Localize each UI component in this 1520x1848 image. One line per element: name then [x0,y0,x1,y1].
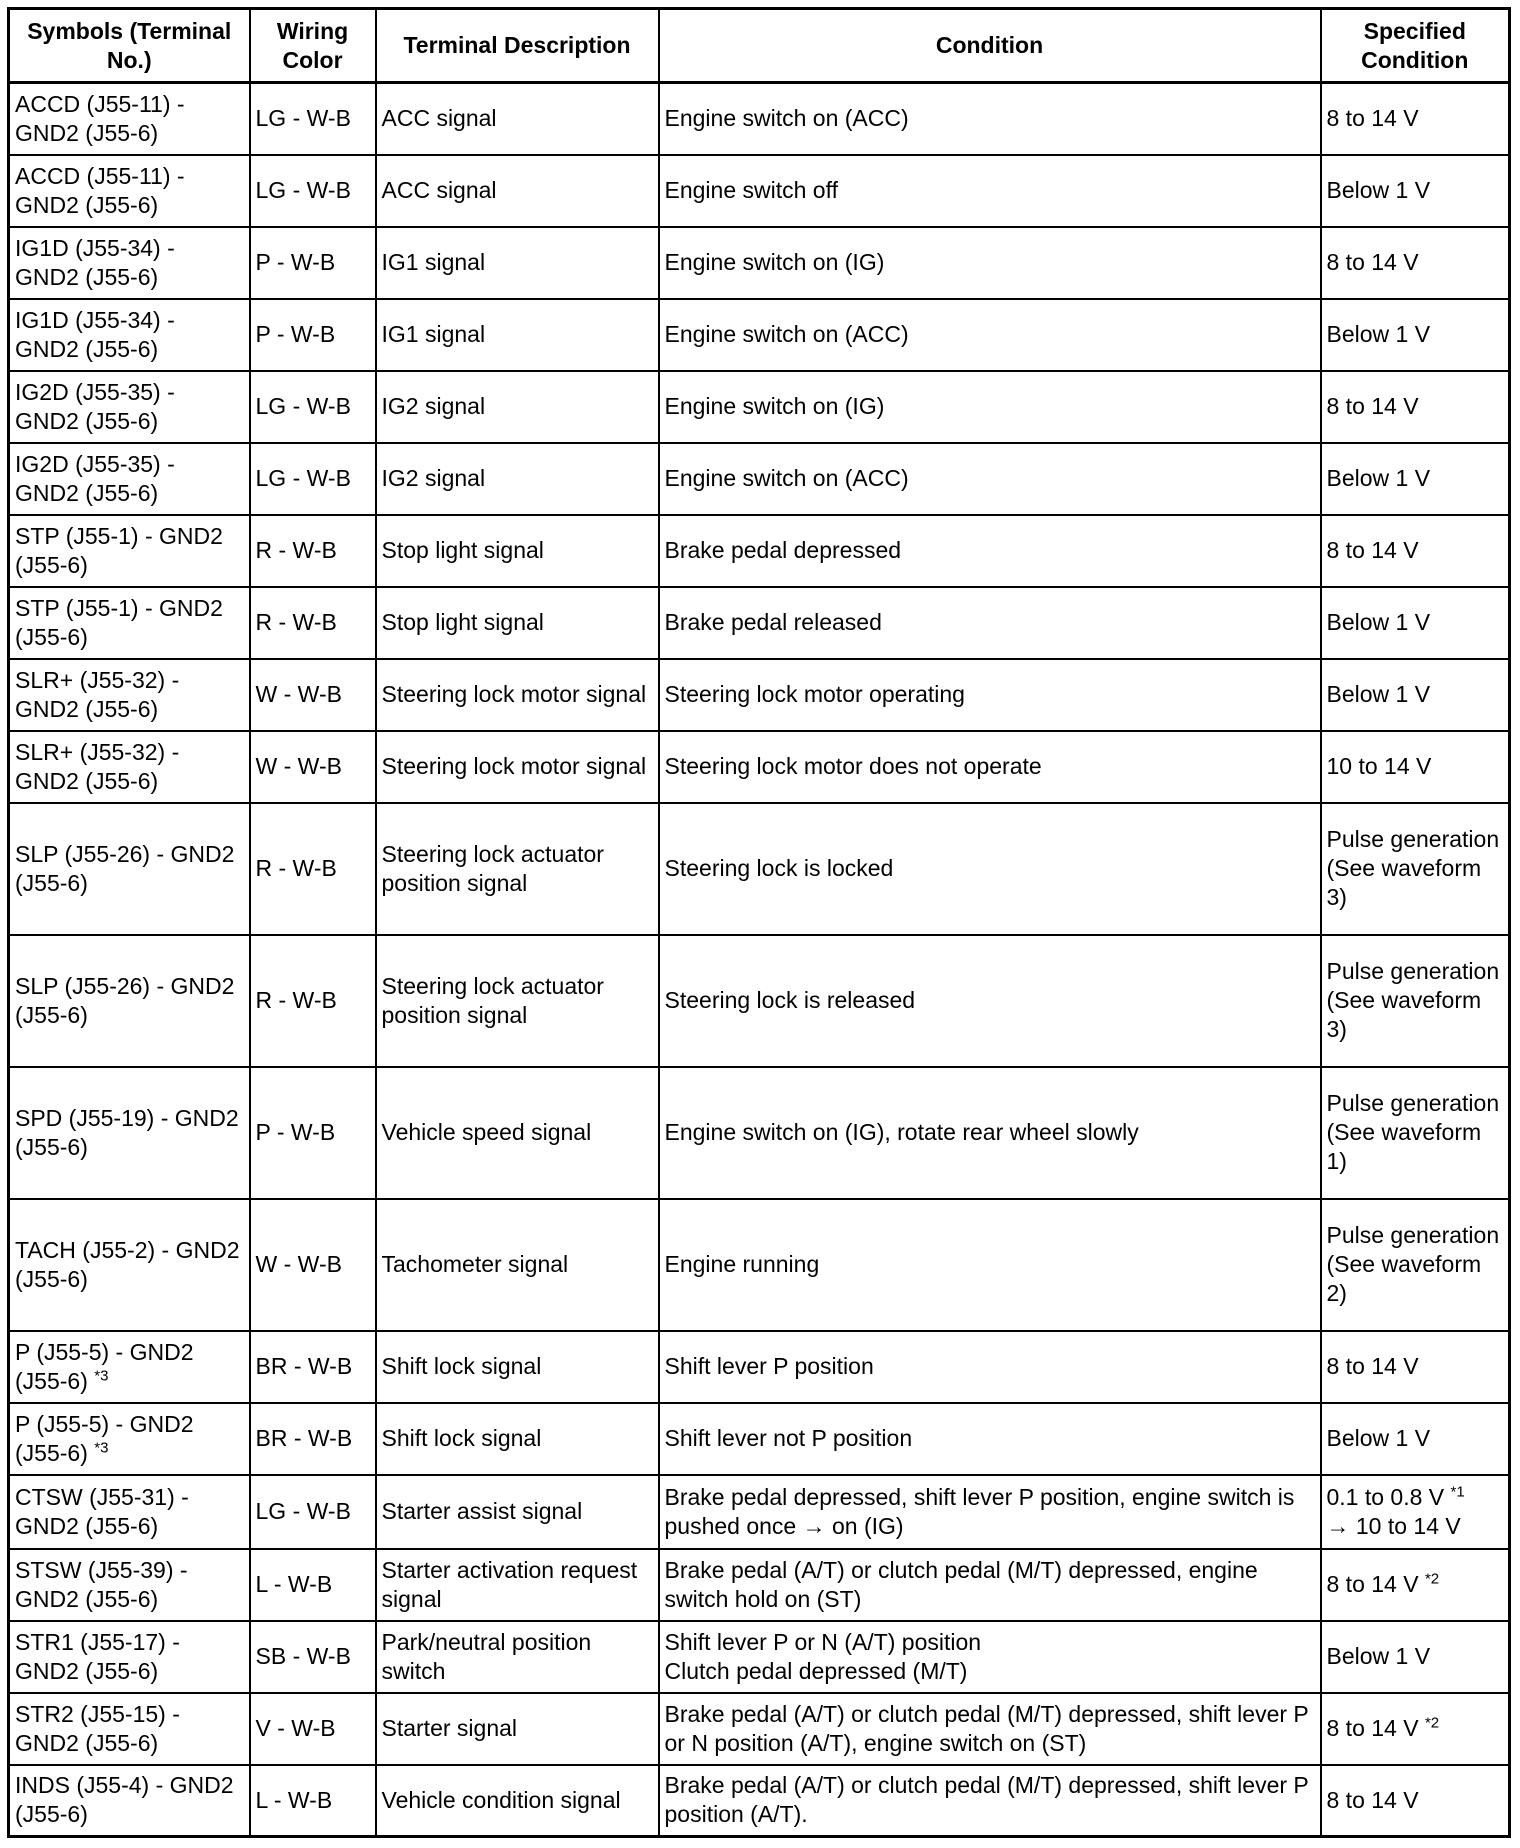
cell-specified-condition [1321,299,1510,371]
table-row [9,155,1510,227]
cell-wiring-color-text: LG - W-B [255,177,351,203]
table-row [9,299,1510,371]
cell-condition [659,1067,1321,1199]
cell-terminal-description-text: IG2 signal [381,393,486,419]
cell-symbol [9,935,250,1067]
cell-wiring-color [250,1621,376,1693]
cell-specified-condition [1321,443,1510,515]
table-row [9,371,1510,443]
cell-wiring-color [250,1549,376,1621]
cell-condition [659,803,1321,935]
cell-terminal-description [376,731,659,803]
cell-condition [659,1475,1321,1549]
cell-condition [659,1199,1321,1331]
cell-specified-condition-text: 8 to 14 V [1326,105,1419,132]
cell-condition-text: Engine running [664,1251,820,1277]
cell-condition [659,515,1321,587]
cell-wiring-color [250,227,376,299]
cell-terminal-description-text: ACC signal [381,177,497,203]
cell-specified-condition [1321,1693,1510,1765]
cell-wiring-color-text: W - W-B [255,753,342,779]
cell-terminal-description-text: Stop light signal [381,609,544,635]
cell-specified-condition [1321,1067,1510,1199]
cell-condition-text: Engine switch off [664,177,838,203]
cell-symbol [9,587,250,659]
cell-wiring-color [250,1693,376,1765]
cell-specified-condition-text: 8 to 14 V [1326,1715,1419,1741]
cell-symbol [9,1621,250,1693]
cell-specified-condition [1321,1199,1510,1331]
header-row [9,9,1510,83]
cell-condition-text: Engine switch on (ACC) [664,321,909,347]
cell-wiring-color-text: P - W-B [255,1119,336,1145]
footnote-marker: *2 [1424,1570,1440,1588]
cell-symbol [9,1693,250,1765]
cell-wiring-color [250,1199,376,1331]
cell-specified-condition-text: Below 1 V [1326,177,1431,203]
cell-terminal-description [376,155,659,227]
cell-terminal-description [376,83,659,155]
cell-wiring-color-text: SB - W-B [255,1643,351,1669]
cell-wiring-color [250,155,376,227]
cell-symbol [9,1403,250,1475]
cell-specified-condition-text: Below 1 V [1326,321,1431,347]
cell-specified-condition-text: Pulse generation (See waveform 1) [1326,1090,1500,1174]
cell-wiring-color-text: R - W-B [255,855,337,881]
cell-symbol-text: STR1 (J55-17) - GND2 (J55-6) [15,1628,180,1684]
cell-symbol-text: IG1D (J55-34) - GND2 (J55-6) [15,234,175,290]
table-row [9,83,1510,155]
table-row [9,1331,1510,1403]
cell-wiring-color-text: BR - W-B [255,1425,353,1451]
cell-symbol [9,1475,250,1549]
cell-terminal-description [376,443,659,515]
table-row [9,443,1510,515]
cell-symbol [9,299,250,371]
cell-wiring-color-text: LG - W-B [255,393,351,419]
cell-symbol [9,803,250,935]
table-row [9,1621,1510,1693]
cell-specified-condition-text: 8 to 14 V [1326,1571,1419,1597]
cell-symbol [9,227,250,299]
cell-condition-text: Engine switch on (ACC) [664,465,909,491]
cell-terminal-description [376,587,659,659]
cell-symbol [9,1199,250,1331]
cell-symbol-text: IG2D (J55-35) - GND2 (J55-6) [15,378,175,434]
cell-terminal-description-text: Steering lock actuator position signal [381,972,604,1028]
cell-symbol-text: INDS (J55-4) - GND2 (J55-6) [15,1772,234,1828]
table-body [9,83,1510,1837]
cell-terminal-description [376,371,659,443]
cell-wiring-color-text: R - W-B [255,537,337,563]
cell-symbol [9,1765,250,1837]
cell-specified-condition [1321,803,1510,935]
cell-terminal-description-text: ACC signal [381,105,497,132]
cell-wiring-color-text: R - W-B [255,987,337,1013]
cell-wiring-color-text: P - W-B [255,321,336,347]
cell-specified-condition [1321,659,1510,731]
cell-symbol [9,1331,250,1403]
cell-wiring-color-text: R - W-B [255,609,337,635]
cell-wiring-color [250,371,376,443]
cell-condition-text: Engine switch on (IG), rotate rear wheel slowly [664,1119,1139,1145]
cell-terminal-description [376,1693,659,1765]
cell-condition-text: Shift lever P position [664,1353,874,1379]
cell-symbol-text: SLP (J55-26) - GND2 (J55-6) [15,840,235,896]
cell-condition [659,731,1321,803]
cell-symbol-text: STP (J55-1) - GND2 (J55-6) [15,522,223,578]
cell-symbol [9,515,250,587]
cell-symbol-text: IG1D (J55-34) - GND2 (J55-6) [15,306,175,362]
cell-symbol-text: IG2D (J55-35) - GND2 (J55-6) [15,450,175,506]
cell-symbol [9,1549,250,1621]
cell-wiring-color-text: BR - W-B [255,1353,353,1379]
cell-terminal-description-text: Shift lock signal [381,1425,542,1451]
footnote-marker: *3 [94,1438,109,1456]
cell-symbol-text: TACH (J55-2) - GND2 (J55-6) [15,1236,240,1292]
cell-condition [659,371,1321,443]
cell-symbol [9,443,250,515]
cell-specified-condition [1321,731,1510,803]
cell-symbol [9,731,250,803]
cell-specified-condition-text: Below 1 V [1326,609,1431,635]
cell-wiring-color [250,1331,376,1403]
cell-terminal-description [376,299,659,371]
terminal-table [7,7,1511,1838]
cell-symbol-text: CTSW (J55-31) - GND2 (J55-6) [15,1483,189,1539]
cell-condition [659,83,1321,155]
table-row [9,1403,1510,1475]
footnote-marker: *3 [94,1366,109,1384]
cell-specified-condition-text: Pulse generation (See waveform 3) [1326,958,1500,1042]
cell-terminal-description-text: Vehicle condition signal [381,1786,621,1813]
cell-symbol-text: SLR+ (J55-32) - GND2 (J55-6) [15,666,180,722]
header-condition: Condition [659,9,1321,83]
cell-specified-condition-text: Below 1 V [1326,1425,1431,1451]
footnote-marker: *1 [1450,1482,1465,1500]
cell-specified-condition-text: 0.1 to 0.8 V [1326,1483,1445,1510]
cell-condition-text: Brake pedal (A/T) or clutch pedal (M/T) depressed, shift lever P position (A/T). [664,1772,1309,1828]
table-row [9,803,1510,935]
cell-condition [659,1331,1321,1403]
header-symbols: Symbols (Terminal No.) [9,9,250,83]
cell-specified-condition-text: 8 to 14 V [1326,537,1419,563]
cell-condition [659,587,1321,659]
cell-terminal-description [376,227,659,299]
cell-wiring-color-text: LG - W-B [255,1498,351,1524]
table-row [9,1765,1510,1837]
cell-terminal-description-text: Tachometer signal [381,1251,569,1277]
cell-wiring-color [250,587,376,659]
cell-specified-condition-text: 8 to 14 V [1326,393,1419,419]
footnote-marker: *2 [1424,1714,1440,1732]
cell-symbol-text: SLR+ (J55-32) - GND2 (J55-6) [15,738,180,794]
cell-specified-condition-text: Pulse generation (See waveform 2) [1326,1222,1500,1306]
cell-condition-text: Steering lock is locked [664,855,894,881]
cell-condition-text: Brake pedal released [664,609,882,635]
cell-symbol-text: P (J55-5) - GND2 (J55-6) [15,1338,194,1394]
cell-terminal-description-text: IG1 signal [381,321,486,347]
cell-wiring-color-text: L - W-B [255,1571,333,1597]
cell-symbol [9,83,250,155]
cell-condition [659,227,1321,299]
cell-terminal-description [376,1331,659,1403]
cell-specified-condition-text: Below 1 V [1326,681,1431,707]
cell-wiring-color-text: W - W-B [255,681,342,707]
cell-terminal-description-text: Starter activation request signal [381,1556,638,1612]
table-row [9,1475,1510,1549]
cell-wiring-color [250,299,376,371]
cell-terminal-description-text: Starter assist signal [381,1498,583,1524]
table-row [9,935,1510,1067]
cell-specified-condition-text: 8 to 14 V [1326,249,1419,275]
cell-specified-condition [1321,371,1510,443]
header-specified-condition: Specified Condition [1321,9,1510,83]
cell-specified-condition [1321,1549,1510,1621]
cell-symbol-text: ACCD (J55-11) - GND2 (J55-6) [15,90,185,146]
cell-specified-condition [1321,935,1510,1067]
cell-wiring-color [250,443,376,515]
cell-condition-text: Engine switch on (ACC) [664,105,909,132]
cell-condition [659,1403,1321,1475]
cell-condition-text: Steering lock motor does not operate [664,753,1042,779]
cell-symbol-text: STR2 (J55-15) - GND2 (J55-6) [15,1700,180,1756]
cell-terminal-description [376,935,659,1067]
cell-specified-condition-text: 10 to 14 V [1326,753,1432,779]
cell-condition-text-line2: Clutch pedal depressed (M/T) [664,1657,968,1684]
cell-wiring-color [250,1765,376,1837]
cell-symbol [9,659,250,731]
cell-symbol-text: SPD (J55-19) - GND2 (J55-6) [15,1104,239,1160]
table-row [9,1199,1510,1331]
cell-terminal-description-text: Vehicle speed signal [381,1119,592,1145]
cell-symbol [9,155,250,227]
cell-wiring-color [250,515,376,587]
cell-specified-condition-text: Below 1 V [1326,465,1431,491]
cell-wiring-color [250,803,376,935]
cell-wiring-color [250,731,376,803]
table-row [9,1067,1510,1199]
cell-condition [659,1765,1321,1837]
cell-terminal-description-text: Stop light signal [381,537,544,563]
cell-terminal-description-text: Steering lock actuator position signal [381,840,604,896]
cell-terminal-description [376,659,659,731]
cell-wiring-color [250,1067,376,1199]
cell-condition [659,443,1321,515]
cell-wiring-color [250,1475,376,1549]
cell-wiring-color [250,83,376,155]
cell-symbol [9,1067,250,1199]
cell-condition-text: Steering lock is released [664,987,916,1013]
cell-symbol-text: ACCD (J55-11) - GND2 (J55-6) [15,162,185,218]
cell-terminal-description-text: Park/neutral position switch [381,1628,592,1684]
cell-specified-condition [1321,1621,1510,1693]
header-terminal-description: Terminal Description [376,9,659,83]
cell-terminal-description-text: Shift lock signal [381,1353,542,1379]
cell-specified-condition-text: Pulse generation (See waveform 3) [1326,826,1500,910]
cell-condition-text: Brake pedal (A/T) or clutch pedal (M/T) depressed, shift lever P or N position (A/T), engine switch on (ST) [664,1700,1309,1756]
cell-terminal-description-text: Steering lock motor signal [381,753,647,779]
cell-specified-condition [1321,587,1510,659]
cell-condition [659,1621,1321,1693]
cell-symbol-text: P (J55-5) - GND2 (J55-6) [15,1410,194,1466]
cell-terminal-description [376,1549,659,1621]
cell-specified-condition-after: → 10 to 14 V [1326,1512,1461,1539]
cell-terminal-description-text: Starter signal [381,1715,518,1741]
cell-wiring-color-text: LG - W-B [255,465,351,491]
table-row [9,227,1510,299]
cell-condition [659,1693,1321,1765]
cell-wiring-color [250,1403,376,1475]
cell-condition-text: Engine switch on (IG) [664,249,885,275]
cell-wiring-color-text: P - W-B [255,249,336,275]
table-row [9,515,1510,587]
cell-condition-text: Steering lock motor operating [664,681,965,707]
cell-condition [659,155,1321,227]
cell-wiring-color [250,935,376,1067]
cell-specified-condition-text: 8 to 14 V [1326,1786,1419,1813]
cell-terminal-description [376,1199,659,1331]
cell-condition-text: Brake pedal (A/T) or clutch pedal (M/T) depressed, engine switch hold on (ST) [664,1556,1258,1612]
cell-condition-text: Shift lever not P position [664,1425,913,1451]
cell-condition [659,935,1321,1067]
cell-wiring-color [250,659,376,731]
cell-terminal-description [376,515,659,587]
cell-symbol-text: STP (J55-1) - GND2 (J55-6) [15,594,223,650]
cell-symbol-text: SLP (J55-26) - GND2 (J55-6) [15,972,235,1028]
cell-specified-condition [1321,1765,1510,1837]
cell-terminal-description-text: Steering lock motor signal [381,681,647,707]
cell-terminal-description [376,1067,659,1199]
cell-specified-condition [1321,1331,1510,1403]
cell-specified-condition [1321,227,1510,299]
cell-specified-condition [1321,83,1510,155]
cell-terminal-description-text: IG1 signal [381,249,486,275]
cell-wiring-color-text: LG - W-B [255,105,351,132]
cell-symbol-text: STSW (J55-39) - GND2 (J55-6) [15,1556,188,1612]
cell-terminal-description [376,1403,659,1475]
cell-symbol [9,371,250,443]
cell-condition [659,659,1321,731]
cell-terminal-description [376,1621,659,1693]
cell-condition-text: Brake pedal depressed, shift lever P position, engine switch is pushed once → on (IG) [664,1483,1295,1539]
cell-terminal-description-text: IG2 signal [381,465,486,491]
cell-specified-condition-text: Below 1 V [1326,1643,1431,1669]
cell-condition [659,299,1321,371]
cell-specified-condition [1321,155,1510,227]
cell-wiring-color-text: W - W-B [255,1251,342,1277]
cell-specified-condition [1321,1403,1510,1475]
header-wiring-color: Wiring Color [250,9,376,83]
cell-wiring-color-text: L - W-B [255,1786,333,1813]
cell-specified-condition [1321,1475,1510,1549]
cell-terminal-description [376,1475,659,1549]
cell-specified-condition-text: 8 to 14 V [1326,1353,1419,1379]
cell-condition-text: Brake pedal depressed [664,537,902,563]
cell-terminal-description [376,803,659,935]
cell-wiring-color-text: V - W-B [255,1715,336,1741]
table-row [9,1549,1510,1621]
cell-condition [659,1549,1321,1621]
terminal-inspection-sheet [7,7,1508,1838]
cell-condition-text: Engine switch on (IG) [664,393,885,419]
cell-condition-text: Shift lever P or N (A/T) position [664,1628,982,1655]
cell-specified-condition [1321,515,1510,587]
table-row [9,1693,1510,1765]
table-row [9,731,1510,803]
cell-terminal-description [376,1765,659,1837]
table-row [9,587,1510,659]
table-row [9,659,1510,731]
